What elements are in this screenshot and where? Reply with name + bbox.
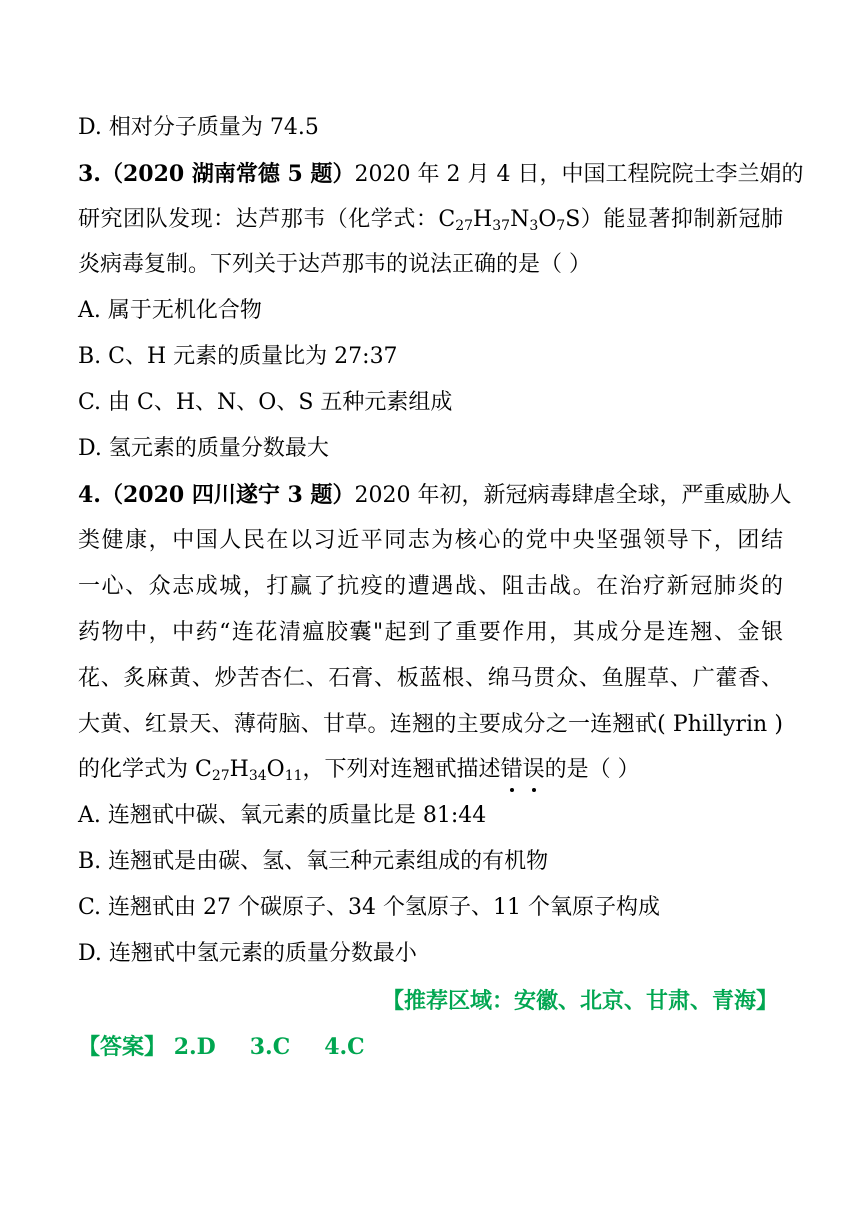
- emphasis-char: 误: [523, 755, 545, 785]
- q4-stem-text-1: 2020 年初，新冠病毒肆虐全球，严重威胁人: [354, 483, 792, 508]
- q2-option-d: D. 相对分子质量为 74.5: [78, 115, 319, 140]
- formula-subscript: 27: [211, 768, 230, 784]
- answer-4: 4.C: [324, 1034, 365, 1060]
- q4-option-c: C. 连翘甙由 27 个碳原子、34 个氢原子、11 个氧原子构成: [78, 895, 660, 920]
- q4-stem-line-1: [78, 480, 792, 511]
- formula-element: N: [510, 207, 530, 232]
- formula-element: H: [229, 757, 249, 782]
- q4-source: （2020 四川遂宁 3 题）: [100, 482, 355, 508]
- formula-element: O: [266, 757, 285, 782]
- q4-stem-text-7c: 的是（ ）: [544, 757, 640, 782]
- emphasis-char: 错: [501, 755, 523, 785]
- formula-subscript: 37: [492, 218, 511, 234]
- q3-option-c: C. 由 C、H、N、O、S 五种元素组成: [78, 390, 453, 415]
- formula-subscript: 7: [556, 218, 566, 234]
- q3-option-d: D. 氢元素的质量分数最大: [78, 436, 329, 461]
- q3-stem-line-1: [78, 159, 804, 190]
- q4-number: 4.: [78, 482, 101, 508]
- formula-subscript: 34: [248, 768, 267, 784]
- q4-stem-line-6: 大黄、红景天、薄荷脑、甘草。连翘的主要成分之一连翘甙( Phillyrin ): [78, 712, 783, 737]
- answer-2: 2.D: [173, 1034, 216, 1060]
- formula-subscript: 3: [529, 218, 539, 234]
- answer-3: 3.C: [249, 1034, 291, 1060]
- q4-stem-line-4: 药物中，中药“连花清瘟胶囊"起到了重要作用，其成分是连翘、金银: [78, 620, 783, 645]
- q4-stem-line-3: 一心、众志成城，打赢了抗疫的遭遇战、阻击战。在治疗新冠肺炎的: [78, 574, 783, 599]
- formula-element: H: [473, 207, 493, 232]
- q3-stem-text-1: 2020 年 2 月 4 日，中国工程院院士李兰娟的: [354, 162, 804, 187]
- q3-option-a: A. 属于无机化合物: [78, 298, 262, 323]
- q4-stem-text-7b: ，下列对连翘甙描述: [302, 757, 501, 782]
- q3-stem-text-2b: S）能显著抑制新冠肺: [565, 207, 783, 232]
- q4-option-d: D. 连翘甙中氢元素的质量分数最小: [78, 941, 417, 966]
- q3-stem-text-2a: 研究团队发现：达芦那韦（化学式：C: [78, 207, 456, 232]
- formula-subscript: 27: [455, 218, 474, 234]
- answer-line: [78, 1032, 365, 1062]
- q4-option-a: A. 连翘甙中碳、氧元素的质量比是 81:44: [78, 803, 487, 828]
- q3-source: （2020 湖南常德 5 题）: [100, 161, 355, 187]
- q4-stem-line-2: 类健康，中国人民在以习近平同志为核心的党中央坚强领导下，团结: [78, 528, 783, 553]
- q4-stem-line-5: 花、炙麻黄、炒苦杏仁、石膏、板蓝根、绵马贯众、鱼腥草、广藿香、: [78, 666, 783, 691]
- q4-stem-text-7a: 的化学式为 C: [78, 757, 212, 782]
- q3-stem-line-3: 炎病毒复制。下列关于达芦那韦的说法正确的是（ ）: [78, 252, 591, 277]
- q4-option-b: B. 连翘甙是由碳、氢、氧三种元素组成的有机物: [78, 849, 549, 874]
- q3-option-b: B. C、H 元素的质量比为 27:37: [78, 344, 398, 369]
- q3-number: 3.: [78, 161, 101, 187]
- q4-stem-line-7: [78, 755, 783, 785]
- recommended-region: 【推荐区域：安徽、北京、甘肃、青海】: [381, 988, 778, 1014]
- formula-element: O: [538, 207, 557, 232]
- formula-subscript: 11: [284, 768, 303, 784]
- q3-stem-line-2: [78, 205, 783, 235]
- answer-label: 【答案】: [78, 1034, 167, 1060]
